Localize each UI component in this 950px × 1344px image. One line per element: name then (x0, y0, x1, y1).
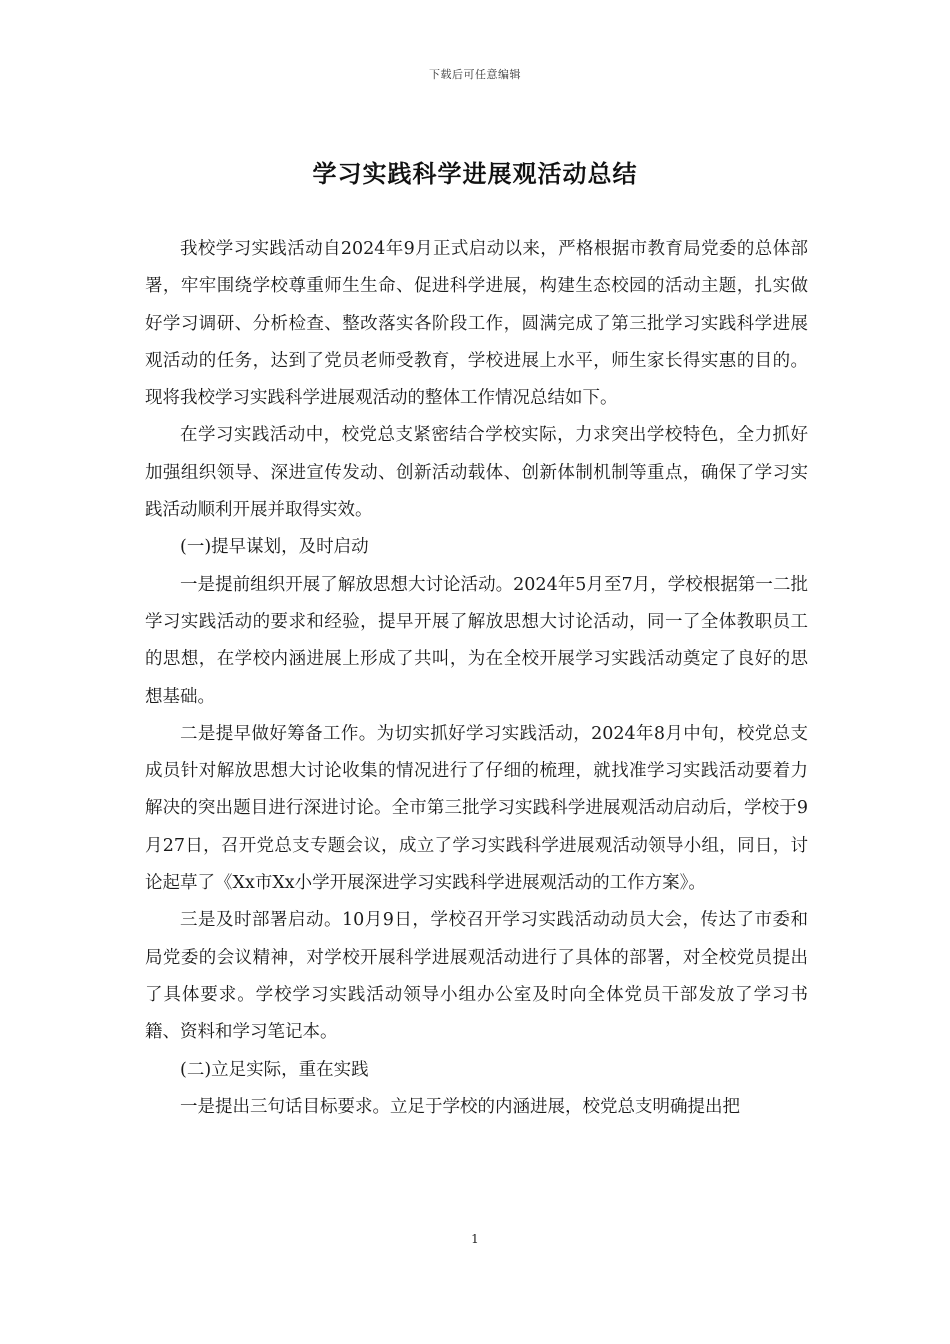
paragraph-item-1-1: 一是提前组织开展了解放思想大讨论活动。2024年5月至7月，学校根据第一二批学习实践活动的要求和经验，提早开展了解放思想大讨论活动，同一了全体教职员工的思想，在学校内涵进展上形成了共叫，为在全校开展学习实践活动奠定了良好的思想基础。 (145, 574, 808, 707)
paragraph-overview: 在学习实践活动中，校党总支紧密结合学校实际，力求突出学校特色，全力抓好加强组织领导、深进宣传发动、创新活动载体、创新体制机制等重点，确保了学习实践活动顺利开展并取得实效。 (145, 425, 808, 521)
paragraph-intro: 我校学习实践活动自2024年9月正式启动以来，严格根据市教育局党委的总体部署，牢牢围绕学校尊重师生生命、促进科学进展，构建生态校园的活动主题，扎实做好学习调研、分析检查、整改落实各阶段工作，圆满完成了第三批学习实践科学进展观活动的任务，达到了党员老师受教育，学校进展上水平，师生家长得实惠的目的。现将我校学习实践科学进展观活动的整体工作情况总结如下。 (145, 239, 808, 409)
paragraph-item-1-2: 二是提早做好筹备工作。为切实抓好学习实践活动，2024年8月中旬，校党总支成员针对解放思想大讨论收集的情况进行了仔细的梳理，就找准学习实践活动要着力解决的突出题目进行深进讨论。全市第三批学习实践科学进展观活动启动后，学校于9月27日，召开党总支专题会议，成立了学习实践科学进展观活动领导小组，同日，讨论起草了《Xx市Xx小学开展深进学习实践科学进展观活动的工作方案》。 (145, 723, 808, 894)
section-heading-2: (二)立足实际，重在实践 (180, 1059, 369, 1080)
page-number: 1 (471, 1232, 479, 1246)
paragraph-item-2-1: 一是提出三句话目标要求。立足于学校的内涵进展，校党总支明确提出把 (180, 1096, 740, 1117)
section-heading-1: (一)提早谋划，及时启动 (180, 537, 369, 558)
document-body (145, 231, 808, 1126)
document-title: 学习实践科学进展观活动总结 (312, 160, 638, 188)
paragraph-item-1-3: 三是及时部署启动。10月9日，学校召开学习实践活动动员大会，传达了市委和局党委的会议精神，对学校开展科学进展观活动进行了具体的部署，对全校党员提出了具体要求。学校学习实践活动领导小组办公室及时向全体党员干部发放了学习书籍、资料和学习笔记本。 (145, 910, 808, 1043)
header-note: 下载后可任意编辑 (429, 68, 521, 81)
